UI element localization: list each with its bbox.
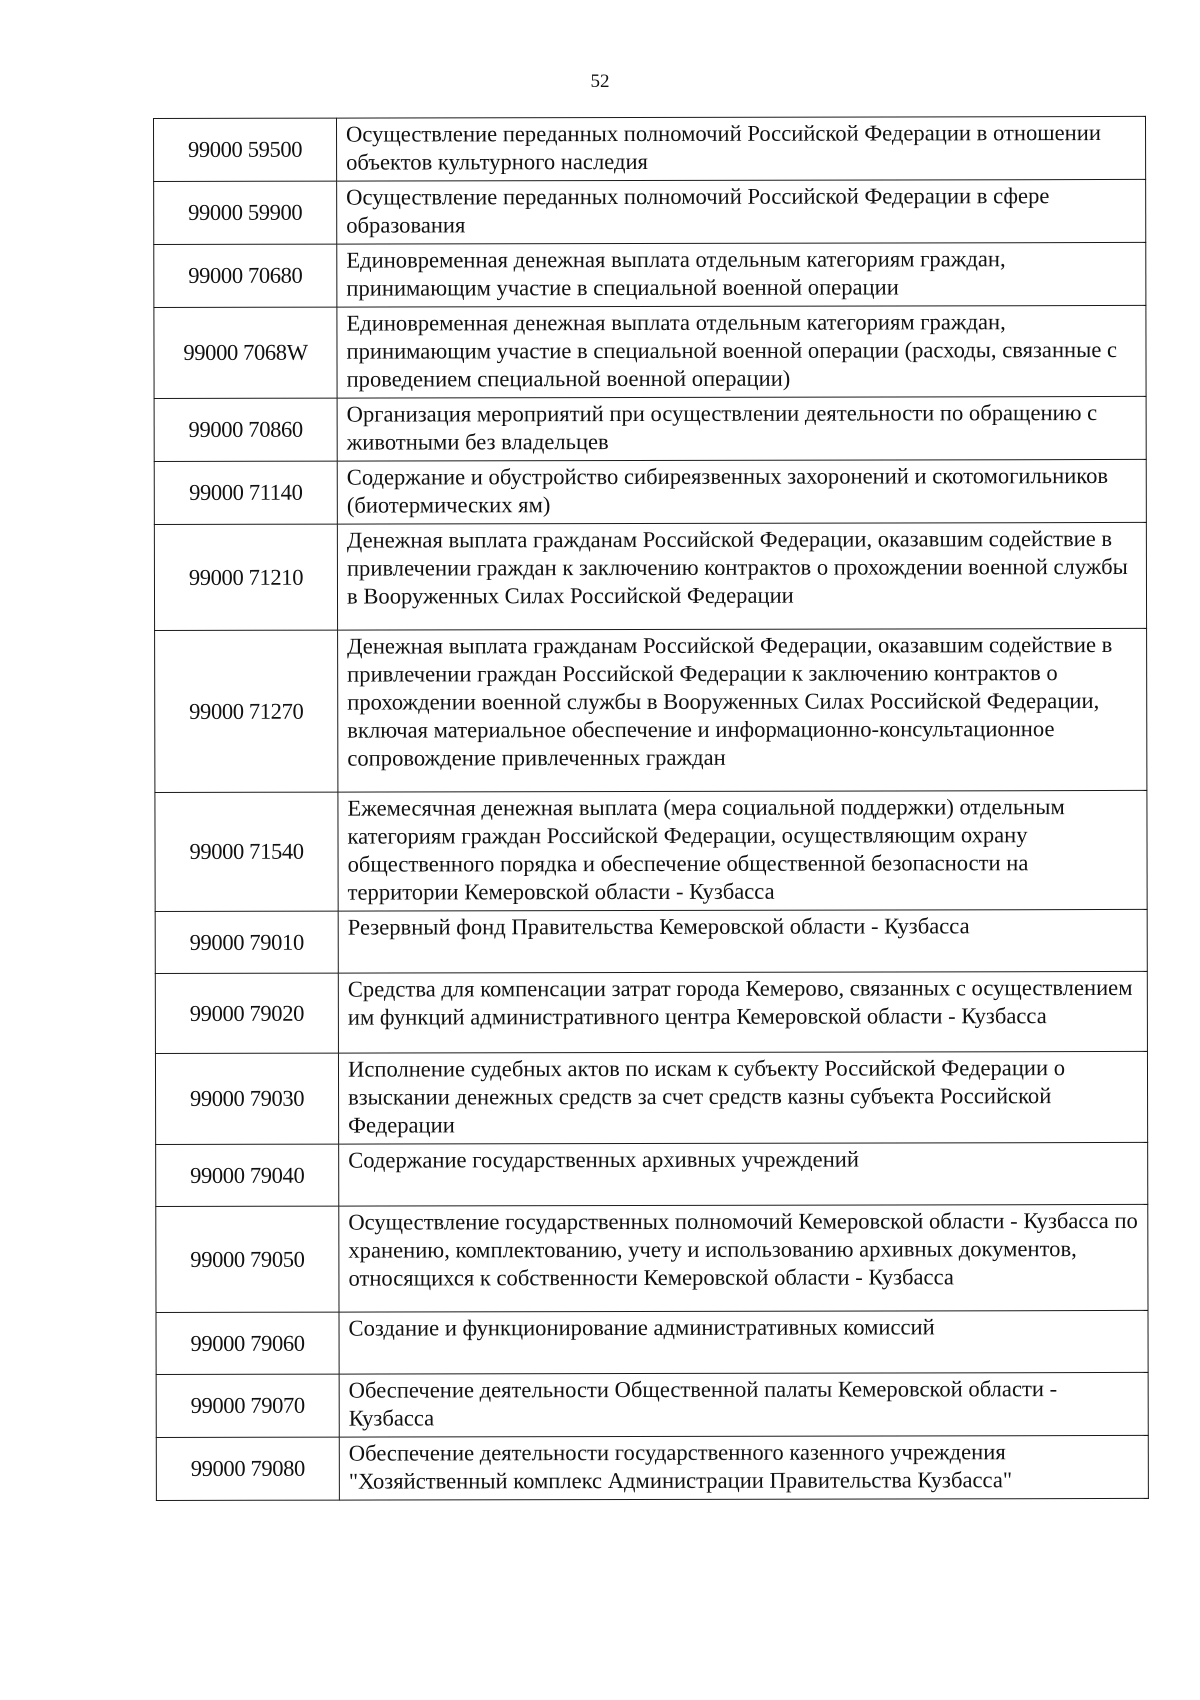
row-code-cell: 99000 59900 (154, 181, 337, 244)
table-row (156, 1204, 1148, 1312)
row-code-cell: 99000 79040 (156, 1144, 339, 1206)
row-code-cell: 99000 70860 (154, 398, 337, 461)
row-description-cell: Резервный фонд Правительства Кемеровской области - Кузбасса (338, 909, 1147, 973)
row-code-cell: 99000 71140 (154, 461, 337, 524)
row-code-cell: 99000 79030 (155, 1053, 338, 1144)
table-row (154, 396, 1146, 461)
row-description-cell: Единовременная денежная выплата отдельным категориям граждан, принимающим участие в специальной военной операции (337, 242, 1146, 307)
table-row (156, 1435, 1148, 1500)
table-row (155, 790, 1147, 911)
page-number: 52 (590, 71, 610, 92)
row-code-cell: 99000 71540 (155, 792, 338, 911)
table-row (154, 179, 1146, 244)
row-description-cell: Содержание государственных архивных учреждений (339, 1142, 1148, 1206)
row-description-cell: Организация мероприятий при осуществлении деятельности по обращению с животными без владельцев (337, 396, 1146, 461)
row-code-cell: 99000 7068W (154, 307, 337, 398)
row-code-cell: 99000 79070 (156, 1374, 339, 1437)
row-code-cell: 99000 79020 (155, 973, 338, 1053)
row-code-cell: 99000 79050 (156, 1206, 339, 1312)
table-row (156, 1372, 1148, 1437)
table-row (155, 971, 1147, 1053)
table-body (154, 116, 1149, 1500)
row-code-cell: 99000 79080 (156, 1437, 339, 1500)
row-description-cell: Обеспечение деятельности государственного казенного учреждения "Хозяйственный комплекс Администрации Правительства Кузбасса" (339, 1435, 1148, 1500)
table-row (155, 628, 1147, 792)
table-row (156, 1142, 1148, 1206)
table-row (156, 1310, 1148, 1374)
table-row (155, 1051, 1147, 1144)
table-row (154, 116, 1146, 181)
row-code-cell: 99000 79060 (156, 1312, 339, 1374)
row-code-cell: 99000 59500 (154, 118, 337, 181)
row-description-cell: Исполнение судебных актов по искам к субъекту Российской Федерации о взыскании денежных средств за счет средств казны субъекта Российской Федерации (338, 1051, 1147, 1144)
row-code-cell: 99000 79010 (155, 911, 338, 973)
table-row (154, 459, 1146, 524)
budget-classification-table (153, 116, 1149, 1501)
row-description-cell: Осуществление государственных полномочий Кемеровской области - Кузбасса по хранению, комплектованию, учету и использованию архивных документов, относящихся к собственности Кемеровской области - Кузбасса (339, 1204, 1148, 1312)
row-description-cell: Создание и функционирование административных комиссий (339, 1310, 1148, 1374)
row-code-cell: 99000 71270 (155, 630, 338, 792)
table-row (154, 242, 1146, 307)
row-description-cell: Содержание и обустройство сибиреязвенных захоронений и скотомогильников (биотермических ям) (337, 459, 1146, 524)
row-description-cell: Ежемесячная денежная выплата (мера социальной поддержки) отдельным категориям граждан Российской Федерации, осуществляющим охрану общественного порядка и обеспечение общественной безопасности на территории Кемеровской области - Кузбасса (338, 790, 1147, 911)
row-description-cell: Осуществление переданных полномочий Российской Федерации в отношении объектов культурного наследия (337, 116, 1146, 181)
table-row (155, 909, 1147, 973)
row-description-cell: Средства для компенсации затрат города Кемерово, связанных с осуществлением им функций административного центра Кемеровской области - Кузбасса (338, 971, 1147, 1053)
table-row (154, 522, 1146, 630)
row-description-cell: Денежная выплата гражданам Российской Федерации, оказавшим содействие в привлечении граждан к заключению контрактов о прохождении военной службы в Вооруженных Силах Российской Федерации (337, 522, 1146, 630)
row-description-cell: Обеспечение деятельности Общественной палаты Кемеровской области - Кузбасса (339, 1372, 1148, 1437)
row-description-cell: Единовременная денежная выплата отдельным категориям граждан, принимающим участие в специальной военной операции (расходы, связанные с проведением специальной военной операции) (337, 305, 1146, 398)
row-description-cell: Осуществление переданных полномочий Российской Федерации в сфере образования (337, 179, 1146, 244)
row-code-cell: 99000 70680 (154, 244, 337, 307)
row-code-cell: 99000 71210 (154, 524, 337, 630)
table-row (154, 305, 1146, 398)
row-description-cell: Денежная выплата гражданам Российской Федерации, оказавшим содействие в привлечении граждан Российской Федерации к заключению контрактов о прохождении военной службы в Вооруженных Силах Российской Федерации, включая материальное обеспечение и информационно-консультационное сопровождение привлеченных граждан (338, 628, 1147, 792)
